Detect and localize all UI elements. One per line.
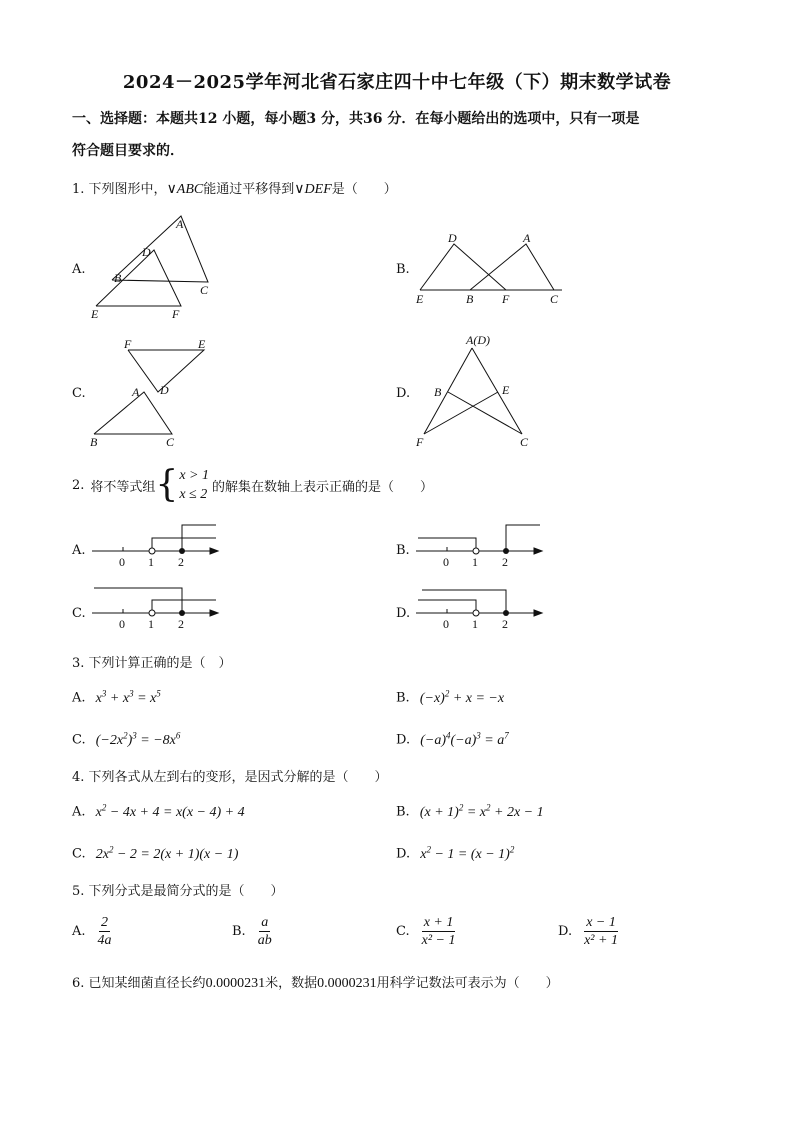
question-number: 6.: [72, 976, 85, 991]
q5-option-d[interactable]: [558, 914, 620, 949]
q5-option-b[interactable]: [232, 914, 274, 949]
q3-option-d[interactable]: [396, 730, 509, 749]
question-4: [72, 766, 388, 785]
question-6: [72, 972, 559, 992]
question-1: [72, 178, 397, 198]
q1-figure-b: [412, 228, 572, 308]
question-2: [72, 466, 433, 504]
fig-label: A: [176, 217, 184, 231]
option-expression: $(-2x^2)^3 = -8x^6$: [95, 730, 181, 748]
q3-option-a[interactable]: [72, 688, 161, 707]
value: 0.0000231: [205, 976, 266, 991]
tick-label: 2: [502, 555, 508, 569]
q2-option-d-label[interactable]: D.: [396, 606, 411, 621]
option-label: A.: [72, 924, 86, 939]
option-label: D.: [396, 732, 411, 748]
question-text: 下列图形中，: [88, 182, 167, 197]
option-label: A.: [72, 804, 86, 820]
system-brace: {: [155, 464, 179, 505]
numerator: x − 1: [586, 915, 616, 930]
option-expression: $(-a)^4(-a)^3 = a^7$: [420, 730, 509, 748]
fig-label: F: [172, 307, 180, 321]
option-expression: $x^2 - 4x + 4 = x(x - 4) + 4$: [95, 802, 245, 820]
q1-option-b-label[interactable]: B.: [396, 262, 410, 277]
fig-label: E: [91, 307, 99, 321]
fig-label: F: [124, 337, 132, 351]
numerator: a: [261, 915, 269, 930]
q2-numberline-b: [414, 520, 548, 570]
question-text: 是（ ）: [331, 182, 397, 197]
q5-option-c[interactable]: [396, 914, 457, 949]
question-text: 的解集在数轴上表示正确的是（ ）: [212, 479, 434, 495]
option-label: D.: [396, 846, 411, 862]
fig-label: C: [166, 435, 175, 449]
q3-option-b[interactable]: [396, 688, 504, 707]
tick-label: 1: [148, 555, 154, 569]
option-expression: $2x^2 - 2 = 2(x + 1)(x - 1)$: [95, 844, 239, 862]
q1-option-d-label[interactable]: D.: [396, 386, 411, 401]
tick-label: 1: [472, 617, 478, 631]
option-label: B.: [396, 690, 410, 706]
tick-label: 0: [119, 617, 125, 631]
option-expression: $(-x)^2 + x = -x$: [419, 688, 505, 706]
question-number: 2.: [72, 477, 85, 493]
denominator: 4a: [97, 933, 112, 948]
q1-figure-c: [88, 336, 218, 450]
numerator: x + 1: [423, 915, 454, 930]
q2-option-c-label[interactable]: C.: [72, 606, 86, 621]
question-5: [72, 880, 284, 899]
fig-label: A: [132, 385, 140, 399]
fig-label: D: [448, 231, 457, 245]
q2-option-b-label[interactable]: B.: [396, 543, 410, 558]
value: 0.0000231: [317, 976, 377, 991]
option-label: C.: [72, 732, 86, 748]
q1-option-a-label[interactable]: A.: [72, 262, 86, 277]
fig-label: E: [502, 383, 510, 397]
option-label: B.: [396, 804, 410, 820]
fig-label: A(D): [466, 333, 490, 347]
fig-label: D: [142, 245, 151, 259]
fig-label: B: [466, 292, 474, 306]
fraction: [582, 914, 620, 949]
fig-label: D: [160, 383, 169, 397]
q2-numberline-d: [414, 582, 548, 632]
fig-label: B: [114, 271, 122, 285]
q2-numberline-a: [90, 520, 224, 570]
question-number: 1.: [72, 182, 85, 197]
question-text: 用科学记数法可表示为（ ）: [376, 976, 559, 991]
denominator: x² − 1: [421, 933, 456, 948]
option-expression: $x^3 + x^3 = x^5$: [95, 688, 161, 706]
option-label: D.: [558, 924, 573, 939]
option-label: B.: [232, 924, 246, 939]
tick-label: 0: [119, 555, 125, 569]
tick-label: 2: [502, 617, 508, 631]
q1-option-c-label[interactable]: C.: [72, 386, 86, 401]
q4-option-a[interactable]: [72, 802, 245, 821]
q3-option-c[interactable]: [72, 730, 180, 749]
tick-label: 1: [148, 617, 154, 631]
tick-label: 2: [178, 617, 184, 631]
option-label: C.: [72, 846, 86, 862]
fig-label: B: [434, 385, 442, 399]
option-expression: $(x + 1)^2 = x^2 + 2x - 1$: [419, 802, 544, 820]
inequality-2: x ≤ 2: [179, 487, 208, 502]
inequality-1: x > 1: [179, 468, 209, 483]
q2-numberline-c: [90, 582, 224, 632]
triangle-abc: ∨ABC: [166, 182, 204, 197]
question-text: 下列计算正确的是（ ）: [88, 656, 232, 671]
fig-label: B: [90, 435, 98, 449]
q4-option-c[interactable]: [72, 844, 238, 863]
fraction: [420, 914, 458, 949]
option-label: A.: [72, 690, 86, 706]
fig-label: C: [200, 283, 209, 297]
denominator: ab: [257, 933, 272, 948]
question-3: [72, 652, 232, 671]
q5-option-a[interactable]: [72, 914, 114, 949]
question-number: 3.: [72, 656, 85, 671]
fraction: [256, 914, 274, 949]
fraction: [96, 914, 114, 949]
question-text: 能通过平移得到: [203, 182, 295, 197]
fig-label: F: [416, 435, 424, 449]
q4-option-b[interactable]: [396, 802, 544, 821]
numerator: 2: [101, 915, 109, 930]
question-text: 将不等式组: [90, 479, 156, 495]
fig-label: A: [523, 231, 531, 245]
fig-label: E: [416, 292, 424, 306]
tick-label: 2: [178, 555, 184, 569]
question-number: 5.: [72, 884, 85, 899]
question-text: 米，数据: [265, 976, 318, 991]
fig-label: C: [550, 292, 559, 306]
fig-label: C: [520, 435, 529, 449]
q4-option-d[interactable]: [396, 844, 514, 863]
triangle-def: ∨DEF: [294, 182, 332, 197]
q1-figure-a: [86, 212, 216, 322]
exam-title: 2024－2025学年河北省石家庄四十中七年级（下）期末数学试卷: [122, 72, 672, 93]
tick-label: 1: [472, 555, 478, 569]
option-expression: $x^2 - 1 = (x - 1)^2$: [420, 844, 515, 862]
option-label: C.: [396, 924, 410, 939]
question-text: 下列各式从左到右的变形，是因式分解的是（ ）: [88, 770, 388, 785]
question-text: 已知某细菌直径长约: [88, 976, 206, 991]
denominator: x² + 1: [584, 933, 618, 948]
tick-label: 0: [443, 617, 449, 631]
fig-label: E: [198, 337, 206, 351]
q1-figure-d: [410, 330, 540, 452]
fig-label: F: [502, 292, 510, 306]
question-number: 4.: [72, 770, 85, 785]
q2-option-a-label[interactable]: A.: [72, 543, 86, 558]
section-1-header-line2: 符合题目要求的．: [72, 143, 184, 159]
question-text: 下列分式是最简分式的是（ ）: [88, 884, 284, 899]
section-1-header-line1: 一、选择题：本题共12 小题，每小题3 分，共36 分．在每小题给出的选项中，只有一项是: [72, 111, 640, 127]
tick-label: 0: [443, 555, 449, 569]
